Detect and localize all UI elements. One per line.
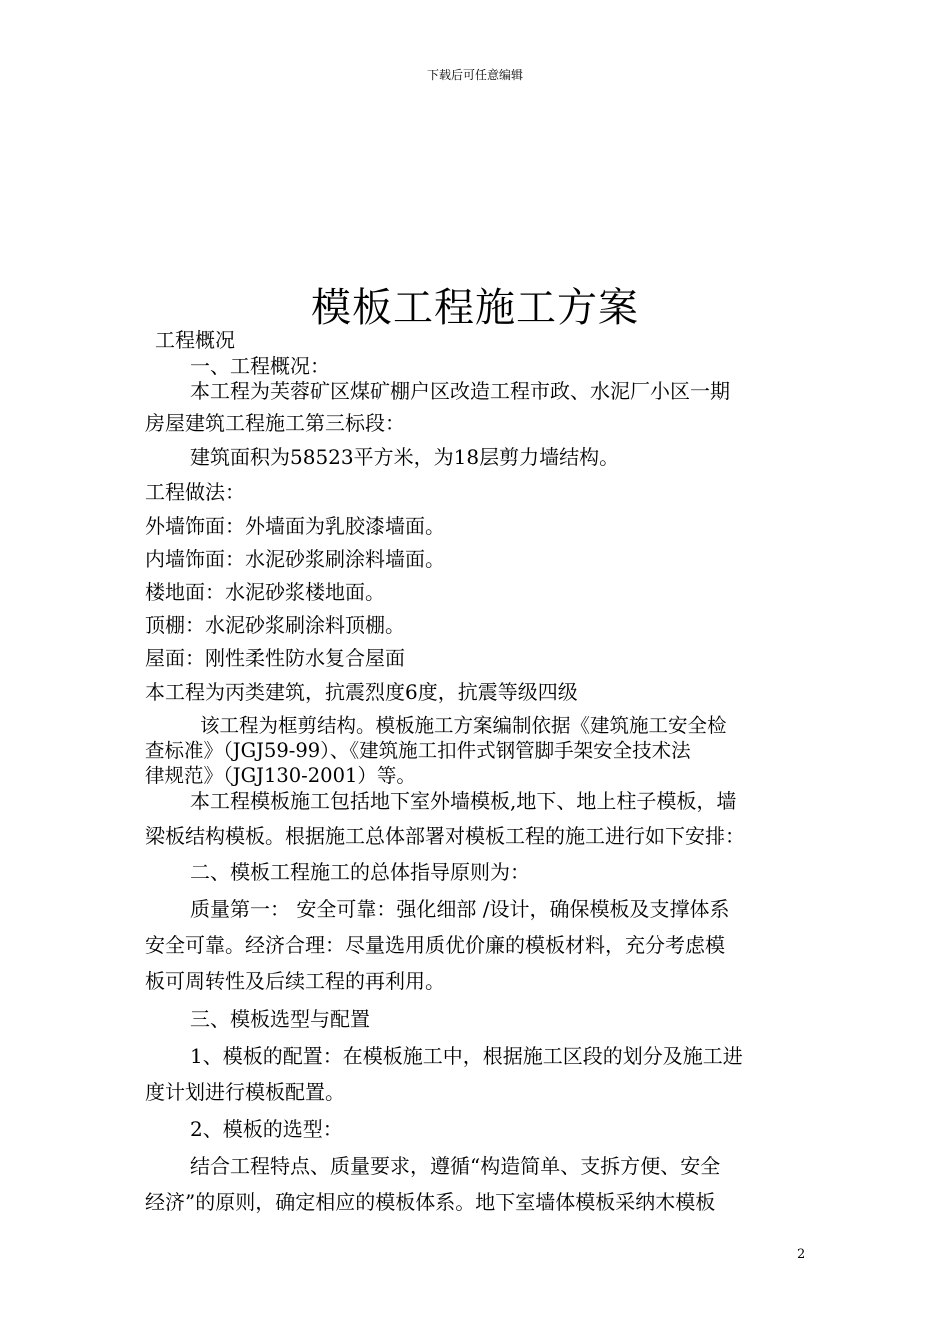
paragraph-line: 结合工程特点、质量要求，遵循“构造简单、支拆方便、安全 [190, 1154, 721, 1178]
paragraph-line: 本工程为芙蓉矿区煤矿棚户区改造工程市政、水泥厂小区一期 [190, 379, 730, 403]
document-title: 模板工程施工方案 [311, 285, 639, 331]
paragraph-line: 本工程为丙类建筑，抗震烈度6度，抗震等级四级 [145, 680, 578, 704]
paragraph-line: 外墙饰面：外墙面为乳胶漆墙面。 [145, 514, 445, 538]
page-header: 下载后可任意编辑 [426, 68, 523, 82]
paragraph-line: 安全可靠。经济合理：尽量选用质优价廉的模板材料，充分考虑模 [145, 933, 725, 957]
paragraph-line: 梁板结构模板。根据施工总体部署对模板工程的施工进行如下安排： [145, 824, 745, 848]
paragraph-line: 度计划进行模板配置。 [145, 1080, 345, 1104]
paragraph-line: 2、模板的选型： [190, 1117, 343, 1141]
paragraph-line: 建筑面积为58523平方米，为18层剪力墙结构。 [190, 445, 620, 469]
paragraph-line: 内墙饰面：水泥砂浆刷涂料墙面。 [145, 547, 445, 571]
paragraph-line: 三、模板选型与配置 [190, 1007, 370, 1031]
paragraph-line: 质量第一： 安全可靠：强化细部 /设计，确保模板及支撑体系 [190, 897, 730, 921]
paragraph-line: 房屋建筑工程施工第三标段： [145, 411, 405, 435]
paragraph-line: 该工程为框剪结构。模板施工方案编制依据《建筑施工安全检 [200, 714, 727, 737]
paragraph-line: 律规范》（JGJ130-2001）等。 [145, 764, 416, 787]
page-number: 2 [797, 1247, 806, 1262]
paragraph-line: 板可周转性及后续工程的再利用。 [145, 969, 445, 993]
paragraph-line: 工程做法： [145, 480, 245, 504]
paragraph-line: 顶棚：水泥砂浆刷涂料顶棚。 [145, 613, 405, 637]
paragraph-line: 屋面：刚性柔性防水复合屋面 [145, 646, 405, 670]
paragraph-line: 查标准》（JGJ59-99）、《建筑施工扣件式钢管脚手架安全技术法 [145, 739, 691, 762]
section-heading: 工程概况 [155, 328, 235, 352]
paragraph-line: 二、模板工程施工的总体指导原则为： [190, 860, 530, 884]
paragraph-line: 1、模板的配置：在模板施工中，根据施工区段的划分及施工进 [190, 1044, 743, 1068]
paragraph-line: 一、工程概况： [190, 354, 330, 378]
paragraph-line: 经济”的原则，确定相应的模板体系。地下室墙体模板采纳木模板 [145, 1190, 716, 1214]
paragraph-line: 楼地面：水泥砂浆楼地面。 [145, 580, 385, 604]
paragraph-line: 本工程模板施工包括地下室外墙模板,地下、地上柱子模板，墙 [190, 789, 737, 813]
